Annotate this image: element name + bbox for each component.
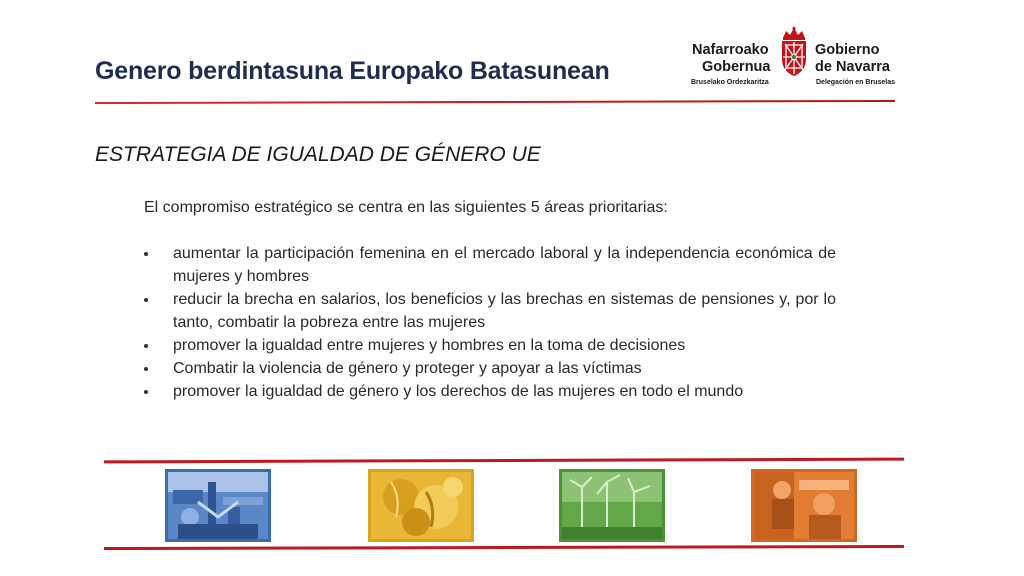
wind-turbines-photo (559, 469, 665, 542)
logo-subtext-spanish: Delegación en Bruselas (816, 79, 895, 86)
bullet-icon (144, 252, 148, 256)
bullet-icon (144, 367, 148, 371)
navarra-coat-of-arms-icon (777, 26, 811, 78)
logo-text-basque-2: Gobernua (702, 59, 771, 75)
list-item (144, 288, 836, 334)
list-item (144, 380, 836, 403)
list-item-text: aumentar la participación femenina en el mercado laboral y la independencia económica de mujeres y hombres (173, 245, 836, 285)
priority-areas-list (144, 242, 836, 403)
section-subtitle: ESTRATEGIA DE IGUALDAD DE GÉNERO UE (95, 143, 541, 166)
image-band-top-rule (104, 458, 904, 464)
list-item-text: promover la igualdad entre mujeres y hombres en la toma de decisiones (173, 337, 686, 354)
intro-text: El compromiso estratégico se centra en las siguientes 5 áreas prioritarias: (144, 199, 668, 216)
agriculture-photo (368, 469, 474, 542)
list-item (144, 242, 836, 288)
logo-text-spanish-2: de Navarra (815, 59, 890, 75)
list-item-text: Combatir la violencia de género y proteger y apoyar a las víctimas (173, 360, 642, 377)
logo-text-spanish-1: Gobierno (815, 42, 880, 58)
logo-text-basque-1: Nafarroako (692, 42, 769, 58)
government-logo (688, 26, 908, 92)
workers-photo (751, 469, 857, 542)
page-title: Genero berdintasuna Europako Batasunean (95, 57, 610, 85)
image-band-bottom-rule (104, 545, 904, 550)
bullet-icon (144, 390, 148, 394)
bullet-icon (144, 344, 148, 348)
logo-subtext-basque: Bruselako Ordezkaritza (691, 79, 769, 86)
industry-photo (165, 469, 271, 542)
list-item (144, 357, 836, 380)
list-item-text: promover la igualdad de género y los derechos de las mujeres en todo el mundo (173, 383, 744, 400)
title-divider (95, 100, 895, 104)
list-item-text: reducir la brecha en salarios, los beneficios y las brechas en sistemas de pensiones y, por lo tanto, combatir la pobreza entre las mujeres (173, 291, 836, 331)
list-item (144, 334, 836, 357)
bullet-icon (144, 298, 148, 302)
